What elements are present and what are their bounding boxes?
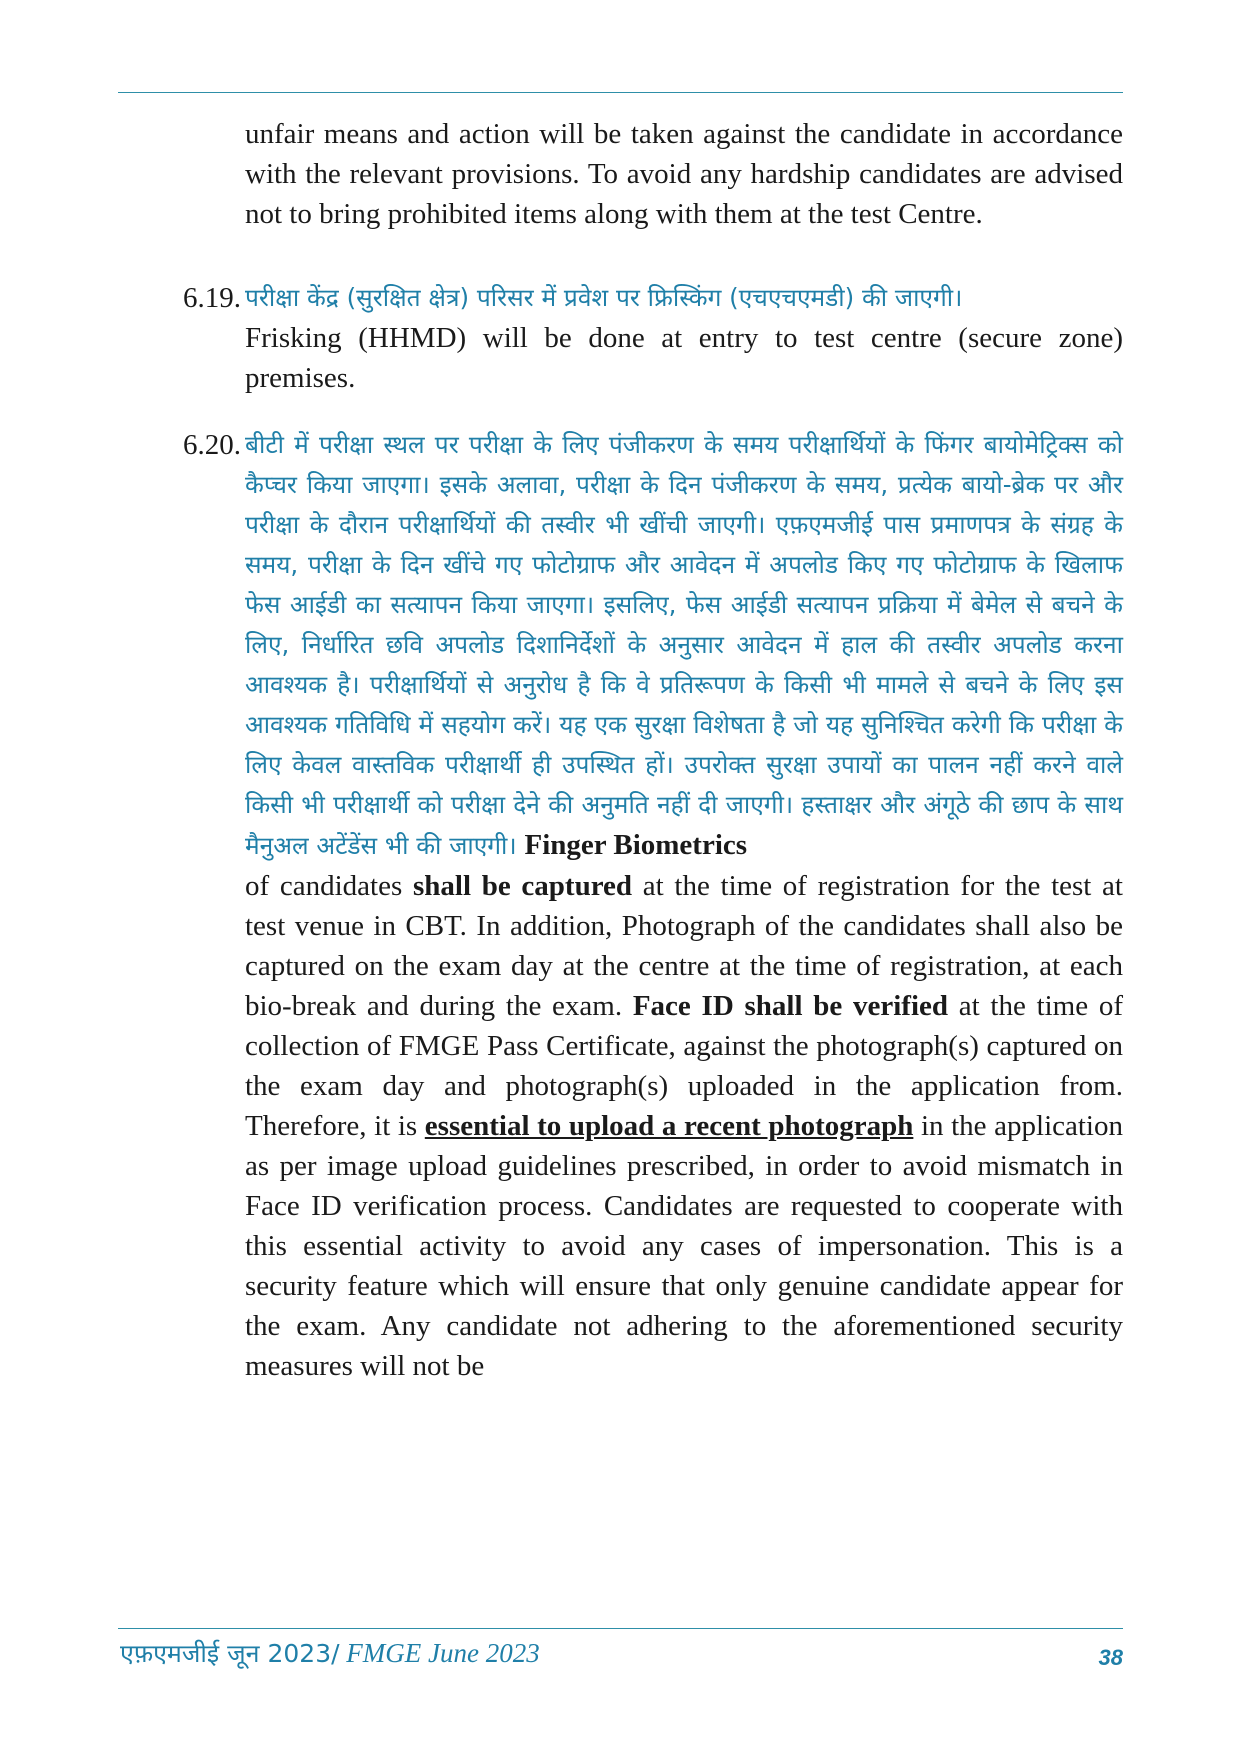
- footer-hindi: एफ़एमजीई जून 2023/: [120, 1639, 340, 1668]
- bold-phrase-face-id-verified: Face ID shall be verified: [632, 990, 949, 1022]
- header-divider: [118, 92, 1123, 93]
- continued-paragraph: unfair means and action will be taken against the candidate in accordance with the relevant provisions. To avoid any hardship candidates are advised not to bring prohibited items along with them at the test Centre.: [245, 118, 1123, 230]
- hindi-paragraph: बीटी में परीक्षा स्थल पर परीक्षा के लिए पंजीकरण के समय परीक्षार्थियों के फिंगर बायोमेट्रिक्स को कैप्चर किया जाएगा। इसके अलावा, परीक्षा के दिन पंजीकरण के समय, प्रत्येक बायो-ब्रेक पर और परीक्षा के दौरान परीक्षार्थियों की तस्वीर भी खींची जाएगी। एफ़एमजीई पास प्रमाणपत्र के संग्रह के समय, परीक्षा के दिन खींचे गए फोटोग्राफ और आवेदन में अपलोड किए गए फोटोग्राफ के खिलाफ फेस आईडी का सत्यापन किया जाएगा। इसलिए, फेस आईडी सत्यापन प्रक्रिया में बेमेल से बचने के लिए, निर्धारित छवि अपलोड दिशानिर्देशों के अनुसार आवेदन में हाल की तस्वीर अपलोड करना आवश्यक है। परीक्षार्थियों से अनुरोध है कि वे प्रतिरूपण के किसी भी मामले से बचने के लिए इस आवश्यक गतिविधि में सहयोग करें। यह एक सुरक्षा विशेषता है जो यह सुनिश्चित करेगी कि परीक्षा के लिए केवल वास्तविक परीक्षार्थी ही उपस्थित हों। उपरोक्त सुरक्षा उपायों का पालन नहीं करने वाले किसी भी परीक्षार्थी को परीक्षा देने की अनुमति नहीं दी जाएगी। हस्ताक्षर और अंगूठे की छाप के साथ मैनुअल अटेंडेंस भी की जाएगी।: [245, 430, 1123, 860]
- item-6-19: [183, 278, 1123, 398]
- item-6-20: [183, 425, 1123, 1386]
- english-text: Frisking (HHMD) will be done at entry to test centre (secure zone) premises.: [245, 322, 1123, 394]
- bold-phrase-finger-biometrics: Finger Biometrics: [524, 829, 748, 861]
- hindi-text: परीक्षा केंद्र (सुरक्षित क्षेत्र) परिसर में प्रवेश पर फ्रिस्किंग (एचएचएमडी) की जाएगी।: [245, 283, 963, 312]
- item-number: 6.20.: [183, 429, 241, 461]
- bold-phrase-shall-be-captured: shall be captured: [412, 870, 633, 902]
- english-fragment: at the time of collection of FMGE Pass Certificate, against the photograph(s) captured on the exam day and photograph(s) uploaded in the application from. Therefore, it is: [245, 990, 1124, 1142]
- footer-title: [120, 1636, 540, 1670]
- english-fragment: at the time of registration for the test at test venue in CBT. In addition, Photograph of the candidates shall also be captured on the exam day at the centre at the time of registration, at each bio-break and during the exam.: [245, 870, 1123, 1022]
- footer-divider: [118, 1628, 1123, 1629]
- english-text: [245, 866, 1123, 1386]
- page-number: 38: [1098, 1645, 1123, 1670]
- underlined-phrase-upload-photograph: essential to upload a recent photograph: [424, 1110, 914, 1142]
- footer-english: FMGE June 2023: [339, 1638, 540, 1668]
- english-fragment: in the application as per image upload guidelines prescribed, in order to avoid mismatch in Face ID verification process. Candidates are requested to cooperate with this essential activity to avoid any cases of impersonation. This is a security feature which will ensure that only genuine candidate appear for the exam. Any candidate not adhering to the aforementioned security measures will not be: [245, 1110, 1123, 1382]
- hindi-text: [245, 425, 1123, 866]
- english-fragment: of candidates: [245, 870, 413, 902]
- item-number: 6.19.: [183, 282, 241, 314]
